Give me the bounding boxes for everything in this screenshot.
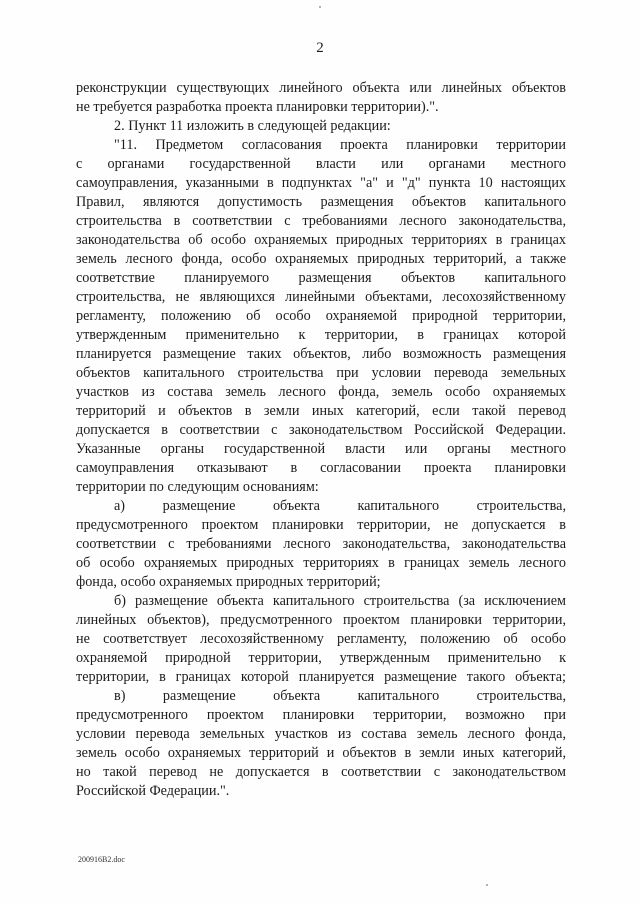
text-line: самоуправления, указанными в подпунктах "а" и "д" пункта 10 настоящих (76, 175, 566, 191)
text-line: территории по следующим основаниям: (76, 479, 319, 495)
text-line: с органами государственной власти или органами местного (76, 156, 566, 172)
text-line: "11. Предметом согласования проекта планировки территории (114, 137, 566, 153)
text-line: земель особо охраняемых территорий и объектов в земли иных категорий, (76, 745, 566, 761)
text-line: строительства в соответствии с требованиями лесного законодательства, (76, 213, 566, 229)
text-line: предусмотренного проектом планировки территории, возможно при (76, 707, 566, 723)
text-line: не соответствует лесохозяйственному регламенту, положению об особо (76, 631, 566, 647)
text-line: но такой перевод не допускается в соответствии с законодательством (76, 764, 566, 780)
text-line: участков из состава земель лесного фонда, земель особо охраняемых (76, 384, 566, 400)
text-line: Российской Федерации.". (76, 783, 230, 799)
footer-filename: 200916В2.doc (78, 855, 125, 864)
text-line: 2. Пункт 11 изложить в следующей редакции: (114, 118, 391, 134)
text-line: предусмотренного проектом планировки территории, не допускается в (76, 517, 566, 533)
text-line: законодательства об особо охраняемых природных территориях в границах (76, 232, 566, 248)
text-line: линейных объектов), предусмотренного проектом планировки территории, (76, 612, 566, 628)
document-body (76, 79, 566, 801)
text-line: утвержденным применительно к территории, в границах которой (76, 327, 566, 343)
text-line: Правил, являются допустимость размещения объектов капитального (76, 194, 566, 210)
text-line: б) размещение объекта капитального строительства (за исключением (114, 593, 566, 609)
text-line: регламенту, положению об особо охраняемой природной территории, (76, 308, 566, 324)
page-number: 2 (316, 40, 324, 56)
text-line: объектов капитального строительства при условии перевода земельных (76, 365, 566, 381)
text-line: соответствие планируемого размещения объектов капитального (76, 270, 566, 286)
text-line: строительства, не являющихся линейными объектами, лесохозяйственному (76, 289, 566, 305)
text-line: в) размещение объекта капитального строительства, (114, 688, 566, 704)
text-line: территории, в границах которой планируется размещение такого объекта; (76, 669, 566, 685)
text-line: территорий и объектов в земли иных категорий, если такой перевод (76, 403, 566, 419)
scan-speck (319, 6, 321, 8)
text-line: не требуется разработка проекта планировки территории).". (76, 99, 439, 115)
text-line: условии перевода земельных участков из состава земель лесного фонда, (76, 726, 566, 742)
text-line: соответствии с требованиями лесного законодательства, законодательства (76, 536, 566, 552)
text-line: об особо охраняемых природных территориях в границах земель лесного (76, 555, 566, 571)
text-line: самоуправления отказывают в согласовании проекта планировки (76, 460, 566, 476)
text-line: Указанные органы государственной власти или органы местного (76, 441, 566, 457)
text-line: реконструкции существующих линейного объекта или линейных объектов (76, 80, 566, 96)
text-line: планируется размещение таких объектов, либо возможность размещения (76, 346, 566, 362)
text-line: фонда, особо охраняемых природных территорий; (76, 574, 381, 590)
text-line: а) размещение объекта капитального строительства, (114, 498, 566, 514)
text-line: земель лесного фонда, особо охраняемых природных территорий, а также (76, 251, 566, 267)
text-line: охраняемой природной территории, утвержденным применительно к (76, 650, 566, 666)
text-line: допускается в соответствии с законодательством Российской Федерации. (76, 422, 566, 438)
scan-speck (486, 884, 488, 886)
